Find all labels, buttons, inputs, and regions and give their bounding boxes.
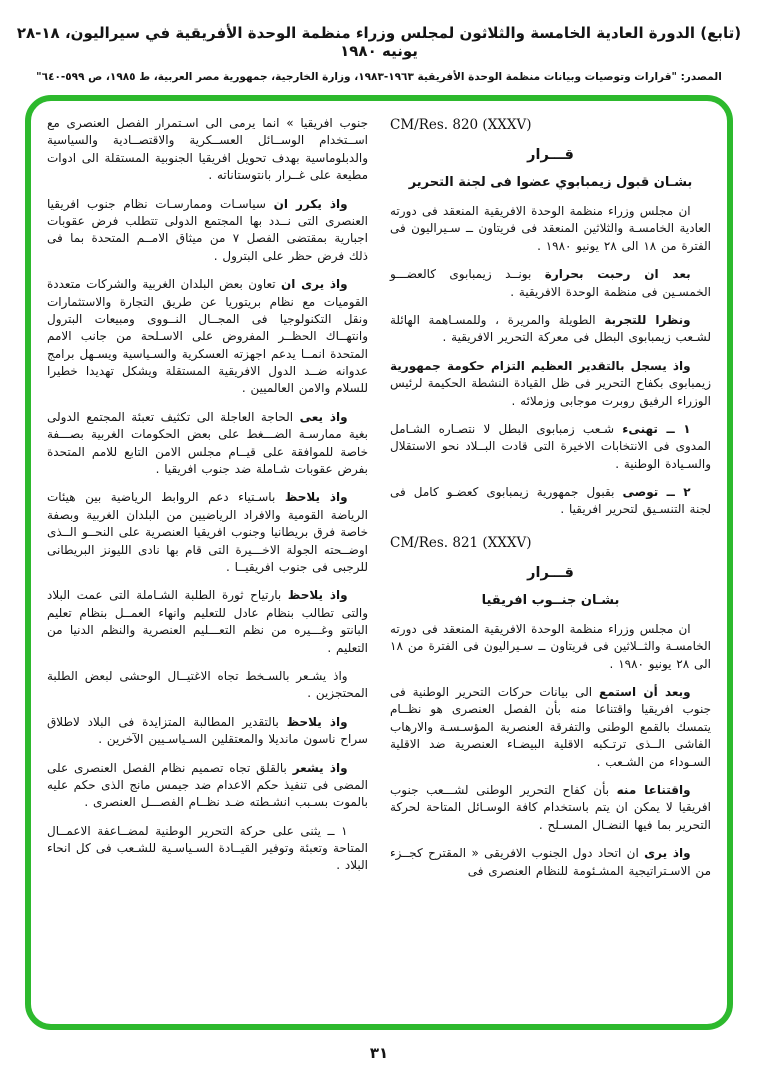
paragraph-lead: ١ ــ تهنىء <box>622 421 691 436</box>
paragraph <box>47 587 368 657</box>
paragraph-lead: ونظرا للتجربة <box>604 312 691 327</box>
column-left <box>47 115 368 1014</box>
header-session-title: (تابع) الدورة العادية الخامسة والثلاثون لمجلس وزراء منظمة الوحدة الأفريقية في سيراليون، ١٨-٢٨ يونيه ١٩٨٠ <box>16 24 742 60</box>
paragraph-lead: واذ يلاحظ <box>286 714 348 729</box>
paragraph-text: سياسـات وممارسـات نظام جنوب افريقيا العنصرى التى نــدد بها المجتمع الدولى تتطلب فرض عقوبات اجبارية بمقتضى الفصل ٧ من ميثاق الامــم المتحدة بما فى ذلك فرض حظر على البترول . <box>47 196 368 263</box>
numbered-item <box>390 421 711 473</box>
paragraph <box>47 196 368 266</box>
paragraph-lead: واذ يكرر ان <box>273 196 348 211</box>
numbered-item <box>390 484 711 519</box>
paragraph <box>47 714 368 749</box>
paragraph <box>47 489 368 576</box>
paragraph-text: بالقلق تجاه تصميم نظام الفصل العنصرى على المضى فى تنفيذ حكم الاعدام ضد جيمس مانج الذى حكم عليه بالموت بسـبب انشـطته ضـد نظــام الفصـــل العنصرى . <box>47 760 368 810</box>
paragraph-text: واذ يشـعر بالسـخط تجاه الاغتيــال الوحشى لبعض الطلبة المحتجزين . <box>47 668 368 701</box>
paragraph-lead: واذ يلاحظ <box>284 490 348 505</box>
resolution-821-heading: قـــرار <box>527 564 574 581</box>
paragraph <box>390 621 711 673</box>
paragraph-text: ان مجلس وزراء منظمة الوحدة الافريقية المنعقد فى دورته الخامسـة والثــلاثين فى فريتاون ــ سـيراليون فى الفترة من ١٨ الى ٢٨ يونيو ١٩٨٠ . <box>390 621 711 671</box>
paragraph-lead: بعد ان رحبت بحرارة <box>544 267 691 282</box>
paragraph <box>47 115 368 185</box>
paragraph-text: باسـتياء دعم الروابط الرياضية بين هيئات الرياضة القومية والافراد الرياضيين من البلدان الغربية وبصفة خاصة فرق بريطانيا وجنوب افريقيا العنصرية على النحــو الــذى اوضــحته الجولة الاخـــيرة التى قام بها نادى الليونز البريطانى للرجبى فى جنوب افريقيــا . <box>47 490 368 574</box>
paragraph-text: بأن كفاح التحرير الوطنى لشـــعب جنوب افريقيا لا يمكن ان يتم باستخدام كافة الوسـائل المتاحة لحركة التحرير بما فيها النضـال المسـلح . <box>390 782 711 832</box>
paragraph-text: الى بيانات حركات التحرير الوطنية فى جنوب افريقيا واقتناعا منه بأن الفصل العنصرى هو نظــام يتمسك بالقمع الوطنى والتفرقة العنصرية المؤسـسـة والارهاب الفاشى الــذى ترتـكبه الاقلية البيضـاء العنصرية ضد الاقلية السـوداء من الشـعب . <box>390 685 711 769</box>
paragraph-text: زيمبابوى بكفاح التحرير فى ظل القيادة النشطة الحكيمة لرئيس الوزراء الرفيق روبرت موجابى وزملائه . <box>390 376 711 408</box>
paragraph-lead: وبعد أن استمع <box>599 685 691 700</box>
paragraph-text: تعاون بعض البلدان الغربية والشركات متعددة القوميات مع نظام بريتوريا عن طريق التجارة والاستثمارات ونقل التكنولوجيا فى المجــال النــووى ومبيعات البترول وانتهــاك الحظــر المفروض على الاسـلحة من جانب الامم المتحدة انمــا يدعم اجهزته العسكرية والسـياسية ويسـهل برامج عدوانه ضــد الدول الافريقية المستقلة ويشكل تهديدا خطيرا للسلام والامن العالميين . <box>47 277 368 396</box>
resolution-ref-821: CM/Res. 821 (XXXV) <box>390 534 532 551</box>
paragraph <box>390 266 711 301</box>
numbered-item <box>47 823 368 875</box>
paragraph-text: شـعب زمبابوى البطل لا نتصـاره الشـامل المدوى فى الانتخابات الاخيرة التى قادت البــلاد نحو الاستقلال والسـيادة الوطنية . <box>390 421 711 471</box>
paragraph-text: بقبول جمهورية زيمبابوى كعضـو كامل فى لجنة التنسـيق لتحرير افريقيا . <box>390 485 711 517</box>
paragraph-lead: واذ يشعر <box>292 760 348 775</box>
paragraph-text: بارتياح ثورة الطلبة الشـاملة التى عمت البلاد والتى تطالب بنظام عادل للتعليم وانهاء العمــل بنظام تعليم البانتو وغـــيره من نظم التعـــليم العنصرية والنظم الدنيا من التعليم . <box>47 588 368 655</box>
paragraph-text: بالتقدير المطالبة المتزايدة فى البلاد لاطلاق سراح ناسون مانديلا والمعتقلين السـياسـيين الآخرين . <box>47 714 368 747</box>
paragraph <box>390 358 711 410</box>
resolution-820-heading: قـــرار <box>527 147 574 163</box>
paragraph-text: الطويلة والمريرة ، وللمسـاهمة الهائلة لشـعب زيمبابوى البطل فى معركة التحرير الافريقية . <box>390 312 711 345</box>
paragraph-text: ان اتحاد دول الجنوب الافريقى « المقترح كجــزء من الاسـتراتيجية المشـئومة للنظام العنصرى فى <box>390 846 711 878</box>
paragraph <box>47 668 368 703</box>
paragraph <box>390 845 711 880</box>
paragraph <box>390 312 711 347</box>
paragraph-text: ان مجلس وزراء منظمة الوحدة الافريقية المنعقد فى دورته العادية الخامسـة والثلاثين المنعقد فى فريتاون ــ سـيراليون فى الفترة من ١٨ الى ٢٨ يونيو ١٩٨٠ . <box>390 204 711 253</box>
header-source-note: المصدر: "قرارات وتوصيات وبيانات منظمة الوحدة الأفريقية ١٩٦٣-١٩٨٣، وزارة الخارجية، جمهورية مصر العربية، ط ١٩٨٥، ص ٥٩٩-٦٤٠" <box>36 71 722 83</box>
paragraph-text: الحاجة العاجلة الى تكثيف تعبئة المجتمع الدولى بغية ممارسـة الضـــغط على بعض الحكومات الغربية بصـــفة خاصة للموافقة على قيــام مجلس الامن التابع للامم المتحدة بفرض عقوبات شـاملة ضد جنوب افريقيا . <box>47 409 368 477</box>
paragraph-lead: واذ يرى ان <box>281 277 348 292</box>
paragraph <box>47 409 368 479</box>
paragraph <box>390 203 711 255</box>
resolution-821-subtitle: بشـان جنــوب افريقيا <box>481 592 620 608</box>
page-number: ٣١ <box>369 1044 389 1062</box>
paragraph-text: ١ ــ يثنى على حركة التحرير الوطنية لمضــاعفة الاعمــال المتاحة وتعبئة وتوفير القيــادة السـياسـية للشـعب فى كل انحاء البلاد . <box>47 823 368 873</box>
paragraph-text: بونــد زيمبابوى كالعضـــو الخمسـين فى منظمة الوحدة الافريقية . <box>390 267 711 299</box>
paragraph <box>47 760 368 812</box>
paragraph <box>390 684 711 771</box>
paragraph-lead: ٢ ــ توصى <box>622 485 691 500</box>
two-column-layout <box>47 115 711 1014</box>
resolution-820-subtitle: بشـان قبول زيمبابوي عضوا فى لجنة التحرير <box>408 175 693 190</box>
paragraph-lead: واذ يلاحظ <box>287 588 348 603</box>
paragraph-lead: واذ يرى <box>644 846 691 861</box>
paragraph-lead: واذ يعى <box>299 409 348 424</box>
paragraph-text: جنوب افريقيا » انما يرمى الى اسـتمرار الفصل العنصرى مع اســتخدام الوســائل العســكرية والاقتصــادية والسياسية والدبلوماسية بهدف تحويل افريقيا الجنوبية المستقلة الى ادوات مطيعة على غــرار بانتوستاناته . <box>47 116 368 183</box>
green-border-frame <box>25 95 733 1030</box>
paragraph-lead: واقتناعا منه <box>616 782 691 797</box>
resolution-ref-820: CM/Res. 820 (XXXV) <box>390 117 532 133</box>
document-header <box>0 24 758 83</box>
paragraph-lead: واذ يسجل بالتقدير العظيم التزام حكومة جمهورية <box>390 358 691 373</box>
column-right <box>390 115 711 1014</box>
paragraph <box>390 782 711 834</box>
paragraph <box>47 276 368 398</box>
